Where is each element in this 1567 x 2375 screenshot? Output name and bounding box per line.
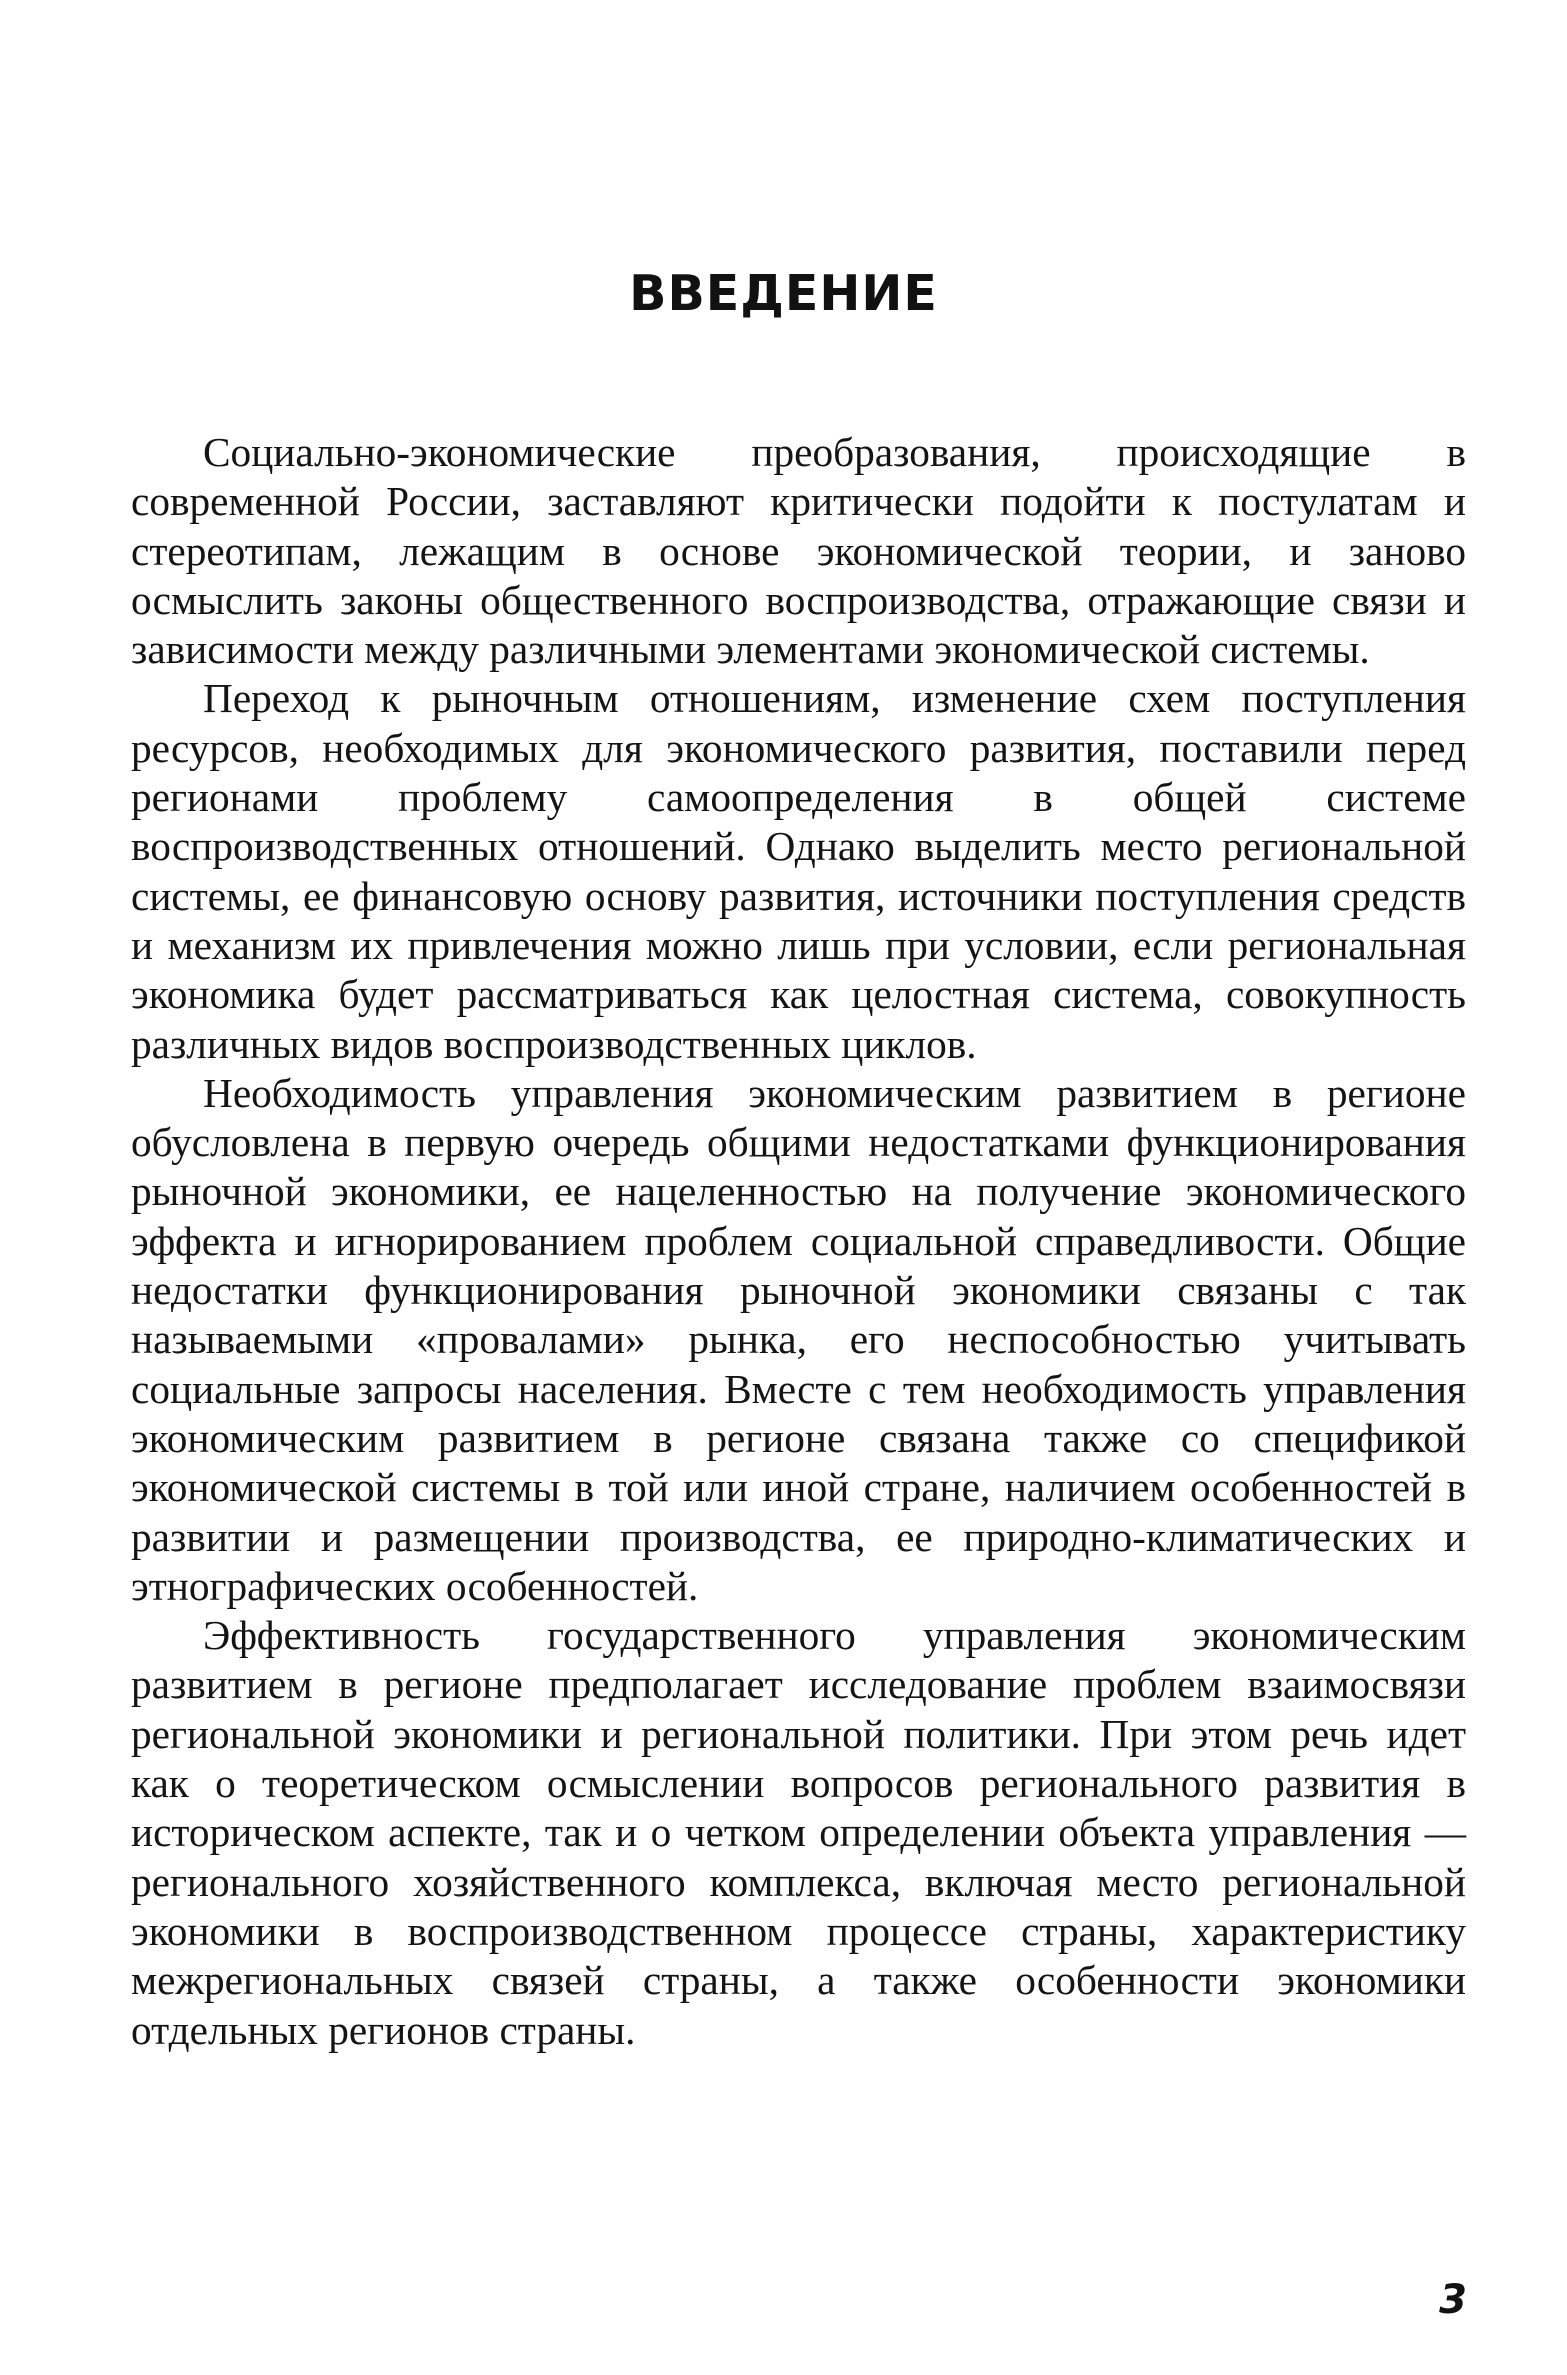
paragraph-4: Эффективность государственного управления экономическим развитием в регионе предполагает исследование проблем взаимосвязи региональной экономики и региональной политики. При этом речь идет как о теоретическом осмыслении вопросов регионального развития в историческом аспекте, так и о четком определении объекта управления — регионального хозяйственного комплекса, включая место региональной экономики в воспроизводственном процессе страны, характеристику межрегиональных связей страны, а также особенности экономики отдельных регионов страны. <box>131 1612 1466 2053</box>
paragraph-1: Социально-экономические преобразования, происходящие в современной России, заставляют критически подойти к постулатам и стереотипам, лежащим в основе экономической теории, и заново осмыслить законы общественного воспроизводства, отражающие связи и зависимости между различными элементами экономической системы. <box>131 429 1466 673</box>
paragraph-2: Переход к рыночным отношениям, изменение схем поступления ресурсов, необходимых для экономического развития, поставили перед регионами проблему самоопределения в общей системе воспроизводственных отношений. Однако выделить место региональной системы, ее финансовую основу развития, источники поступления средств и механизм их привлечения можно лишь при условии, если региональная экономика будет рассматриваться как целостная система, совокупность различных видов воспроизводственных циклов. <box>131 675 1466 1067</box>
page-number: 3 <box>1439 2277 1467 2323</box>
body-text <box>131 428 1466 2055</box>
paragraph-3: Необходимость управления экономическим развитием в регионе обусловлена в первую очередь общими недостатками функционирования рыночной экономики, ее нацеленностью на получение экономического эффекта и игнорированием проблем социальной справедливости. Общие недостатки функционирования рыночной экономики связаны с так называемыми «провалами» рынка, его неспособностью учитывать социальные запросы населения. Вместе с тем необходимость управления экономическим развитием в регионе связана также со спецификой экономической системы в той или иной стране, наличием особенностей в развитии и размещении производства, ее природно-климатических и этнографических особенностей. <box>131 1069 1466 1609</box>
page-title: ВВЕДЕНИЕ <box>629 265 938 322</box>
